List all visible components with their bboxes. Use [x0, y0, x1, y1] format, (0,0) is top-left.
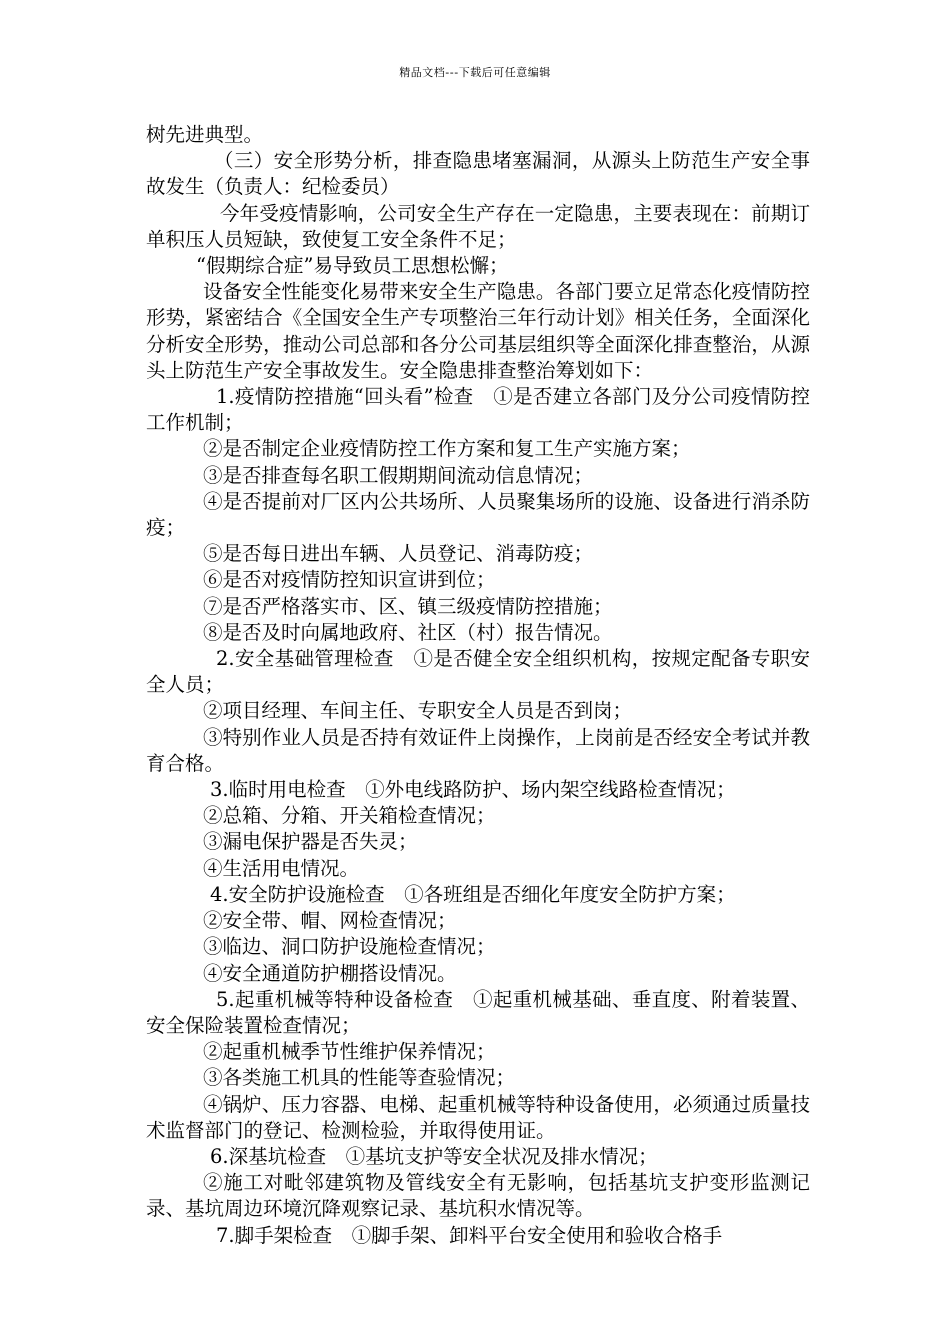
list-item: ③漏电保护器是否失灵；	[203, 830, 418, 854]
list-heading: 2.安全基础管理检查 ①是否健全安全组织机构，按规定配备专职安全人员；	[146, 647, 810, 697]
list-item: ④生活用电情况。	[203, 856, 360, 880]
page-header: 精品文档---下载后可任意编辑	[399, 66, 551, 79]
section-heading: （三）安全形势分析，排查隐患堵塞漏洞，从源头上防范生产安全事故发生（负责人：纪检委员）	[146, 149, 810, 199]
list-item: ④是否提前对厂区内公共场所、人员聚集场所的设施、设备进行消杀防疫；	[146, 489, 810, 540]
list-heading: 4.安全防护设施检查 ①各班组是否细化年度安全防护方案；	[210, 882, 736, 906]
list-heading: 3.临时用电检查 ①外电线路防护、场内架空线路检查情况；	[210, 778, 736, 802]
list-item: ⑥是否对疫情防控知识宣讲到位；	[203, 568, 496, 592]
list-item: ②安全带、帽、网检查情况；	[203, 909, 457, 933]
list-heading: 1.疫情防控措施“回头看”检查 ①是否建立各部门及分公司疫情防控工作机制；	[146, 385, 810, 435]
list-heading: 7.脚手架检查 ①脚手架、卸料平台安全使用和验收合格手	[216, 1223, 723, 1247]
paragraph: “假期综合症”易导致员工思想松懈；	[196, 254, 509, 278]
list-item: ②总箱、分箱、开关箱检查情况；	[203, 804, 496, 828]
list-heading: 6.深基坑检查 ①基坑支护等安全状况及排水情况；	[210, 1144, 658, 1168]
list-item: ④锅炉、压力容器、电梯、起重机械等特种设备使用，必须通过质量技术监督部门的登记、检测检验，并取得使用证。	[146, 1092, 810, 1142]
list-item: ②是否制定企业疫情防控工作方案和复工生产实施方案；	[203, 437, 691, 461]
list-item: ⑦是否严格落实市、区、镇三级疫情防控措施；	[203, 594, 613, 618]
list-item: ③各类施工机具的性能等查验情况；	[203, 1066, 516, 1090]
list-item: ⑤是否每日进出车辆、人员登记、消毒防疫；	[203, 542, 594, 566]
list-item: ⑧是否及时向属地政府、社区（村）报告情况。	[203, 620, 613, 644]
document-body	[146, 122, 810, 1249]
list-item: ④安全通道防护棚搭设情况。	[203, 961, 457, 985]
list-item: ②起重机械季节性维护保养情况；	[203, 1040, 496, 1064]
list-item: ③临边、洞口防护设施检查情况；	[203, 935, 496, 959]
list-heading: 5.起重机械等特种设备检查 ①起重机械基础、垂直度、附着装置、安全保险装置检查情况；	[146, 987, 810, 1037]
list-item: ②项目经理、车间主任、专职安全人员是否到岗；	[203, 699, 633, 723]
paragraph: 树先进典型。	[146, 123, 264, 146]
paragraph: 今年受疫情影响，公司安全生产存在一定隐患，主要表现在：前期订单积压人员短缺，致使复工安全条件不足；	[146, 201, 810, 251]
list-item: ③是否排查每名职工假期期间流动信息情况；	[203, 463, 594, 487]
paragraph: 设备安全性能变化易带来安全生产隐患。各部门要立足常态化疫情防控形势，紧密结合《全国安全生产专项整治三年行动计划》相关任务，全面深化分析安全形势，推动公司总部和各分公司基层组织等全面深化排查整治，从源头上防范生产安全事故发生。安全隐患排查整治筹划如下：	[146, 280, 810, 382]
list-item: ②施工对毗邻建筑物及管线安全有无影响，包括基坑支护变形监测记录、基坑周边环境沉降观察记录、基坑积水情况等。	[146, 1171, 810, 1221]
list-item: ③特别作业人员是否持有效证件上岗操作，上岗前是否经安全考试并教育合格。	[146, 725, 810, 775]
